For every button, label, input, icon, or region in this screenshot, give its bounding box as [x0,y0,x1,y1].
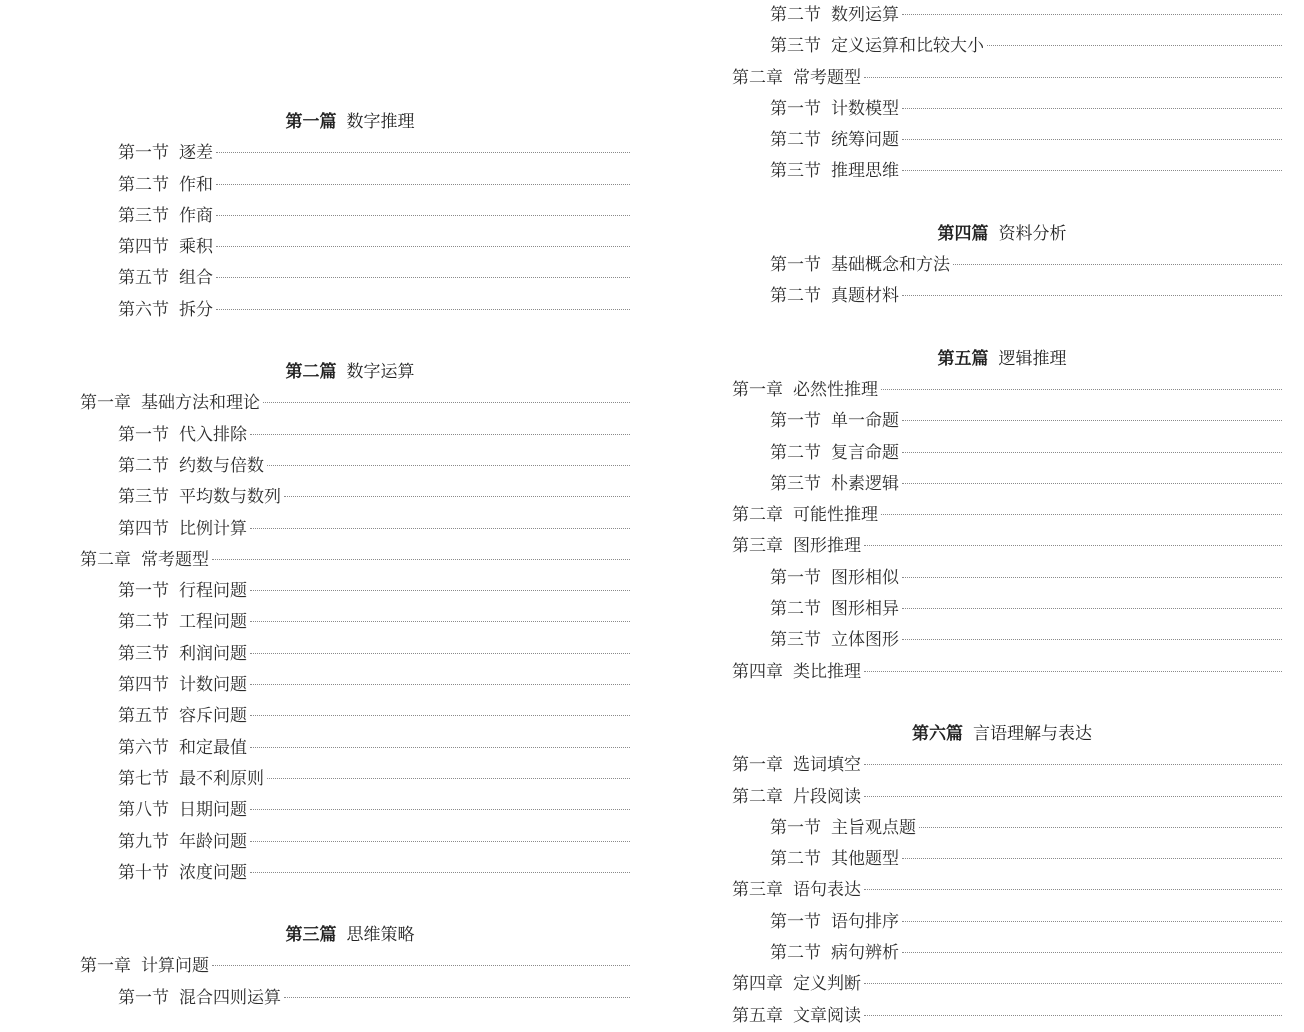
section-number: 第三节 [770,630,821,651]
chapter-title: 常考题型 [141,549,209,570]
dot-leader [864,983,1282,984]
section-title: 拆分 [179,299,213,320]
toc-chapter-entry[interactable] [722,531,1282,562]
section-number: 第二节 [770,943,821,964]
section-title: 基础概念和方法 [831,255,950,276]
part-heading: 数字推理 [346,112,415,132]
section-title: 单一命题 [831,411,899,432]
toc-section-entry[interactable] [70,201,630,232]
section-title: 朴素逻辑 [831,473,899,494]
part-number: 第四篇 [937,223,989,244]
part-title [722,344,1282,375]
dot-leader [987,45,1282,46]
section-number: 第一节 [770,911,821,932]
dot-leader [216,215,630,216]
toc-chapter-entry[interactable] [722,375,1282,406]
spacer [722,313,1282,344]
section-title: 定义运算和比较大小 [831,36,984,57]
dot-leader [263,402,630,403]
toc-section-entry[interactable] [70,263,630,294]
spacer [70,889,630,920]
chapter-number: 第二章 [732,786,783,807]
dot-leader [902,577,1282,578]
section-title: 语句排序 [831,911,899,932]
toc-section-entry[interactable] [70,451,630,482]
section-title: 日期问题 [179,800,247,821]
dot-leader [864,1015,1282,1016]
chapter-number: 第一章 [732,379,783,400]
dot-leader [881,514,1282,515]
dot-leader [267,465,630,466]
section-title: 和定最值 [179,737,247,758]
toc-section-entry[interactable] [70,639,630,670]
toc-section-entry[interactable] [70,670,630,701]
chapter-number: 第五章 [732,1005,783,1026]
chapter-number: 第二章 [732,505,783,526]
spacer [722,188,1282,219]
section-title: 计数模型 [831,98,899,119]
toc-section-entry[interactable] [722,94,1282,125]
toc-section-entry[interactable] [722,31,1282,62]
toc-chapter-entry[interactable] [722,500,1282,531]
section-title: 工程问题 [179,612,247,633]
dot-leader [250,684,630,685]
part-number: 第三篇 [285,925,337,946]
toc-section-entry[interactable] [70,420,630,451]
dot-leader [902,452,1282,453]
section-number: 第八节 [118,800,169,821]
toc-section-entry[interactable] [70,795,630,826]
dot-leader [216,277,630,278]
dot-leader [902,108,1282,109]
toc-section-entry[interactable] [722,438,1282,469]
toc-section-entry[interactable] [722,125,1282,156]
section-title: 年龄问题 [179,831,247,852]
toc-section-entry[interactable] [722,281,1282,312]
section-number: 第一节 [118,987,169,1008]
section-number: 第三节 [118,205,169,226]
dot-leader [250,528,630,529]
section-number: 第九节 [118,831,169,852]
part-heading: 思维策略 [346,925,415,946]
section-title: 作和 [179,174,213,195]
section-title: 主旨观点题 [831,817,916,838]
toc-chapter-entry[interactable] [70,545,630,576]
dot-leader [919,827,1282,828]
dot-leader [250,653,630,654]
dot-leader [864,545,1282,546]
section-title: 逐差 [179,143,213,164]
part-title [722,719,1282,750]
section-title: 其他题型 [831,849,899,870]
section-number: 第一节 [770,255,821,276]
dot-leader [250,747,630,748]
section-number: 第二节 [118,174,169,195]
section-number: 第六节 [118,737,169,758]
part-number: 第六篇 [912,723,963,744]
section-number: 第五节 [118,706,169,727]
chapter-title: 语句表达 [793,880,861,901]
chapter-title: 可能性推理 [793,505,878,526]
toc-chapter-entry[interactable] [722,875,1282,906]
dot-leader [250,621,630,622]
dot-leader [212,965,630,966]
section-title: 统筹问题 [831,130,899,151]
section-title: 图形相异 [831,599,899,620]
toc-section-entry[interactable] [70,514,630,545]
section-title: 容斥问题 [179,706,247,727]
section-title: 计数问题 [179,675,247,696]
dot-leader [902,295,1282,296]
toc-section-entry[interactable] [70,138,630,169]
chapter-number: 第四章 [732,974,783,995]
dot-leader [250,434,630,435]
toc-section-entry[interactable] [70,858,630,889]
dot-leader [864,764,1282,765]
section-number: 第四节 [118,237,169,258]
section-number: 第二节 [770,442,821,463]
section-number: 第一节 [118,424,169,445]
toc-section-entry[interactable] [70,983,630,1014]
toc-section-entry[interactable] [70,232,630,263]
section-title: 图形相似 [831,567,899,588]
dot-leader [864,77,1282,78]
chapter-title: 类比推理 [793,661,861,682]
dot-leader [902,858,1282,859]
section-number: 第三节 [770,36,821,57]
chapter-number: 第三章 [732,880,783,901]
toc-section-entry[interactable] [70,733,630,764]
toc-section-entry[interactable] [722,844,1282,875]
dot-leader [902,170,1282,171]
dot-leader [953,264,1282,265]
section-number: 第一节 [770,98,821,119]
toc-chapter-entry[interactable] [722,657,1282,688]
dot-leader [250,590,630,591]
section-number: 第四节 [118,518,169,539]
section-title: 行程问题 [179,581,247,602]
spacer [70,0,630,107]
chapter-number: 第二章 [732,67,783,88]
dot-leader [250,872,630,873]
chapter-title: 图形推理 [793,536,861,557]
part-title [70,920,630,951]
dot-leader [216,184,630,185]
section-title: 利润问题 [179,643,247,664]
dot-leader [902,639,1282,640]
section-title: 比例计算 [179,518,247,539]
toc-chapter-entry[interactable] [722,969,1282,1000]
dot-leader [216,309,630,310]
section-number: 第一节 [770,411,821,432]
section-title: 立体图形 [831,630,899,651]
section-title: 推理思维 [831,161,899,182]
section-number: 第三节 [118,487,169,508]
chapter-title: 定义判断 [793,974,861,995]
part-heading: 逻辑推理 [998,348,1067,369]
chapter-number: 第四章 [732,661,783,682]
dot-leader [864,889,1282,890]
dot-leader [881,389,1282,390]
toc-section-entry[interactable] [722,406,1282,437]
toc-chapter-entry[interactable] [70,388,630,419]
part-heading: 数字运算 [346,362,415,383]
section-number: 第二节 [118,612,169,633]
dot-leader [216,152,630,153]
toc-chapter-entry[interactable] [70,951,630,982]
dot-leader [902,14,1282,15]
section-title: 真题材料 [831,286,899,307]
dot-leader [250,715,630,716]
toc-section-entry[interactable] [70,701,630,732]
section-number: 第三节 [770,161,821,182]
toc-section-entry[interactable] [722,594,1282,625]
dot-leader [902,139,1282,140]
toc-chapter-entry[interactable] [722,1001,1282,1032]
toc-section-entry[interactable] [722,563,1282,594]
toc-section-entry[interactable] [70,764,630,795]
section-title: 代入排除 [179,424,247,445]
toc-section-entry[interactable] [70,607,630,638]
section-number: 第一节 [770,817,821,838]
section-title: 组合 [179,268,213,289]
part-title [70,107,630,138]
chapter-title: 计算问题 [141,956,209,977]
chapter-number: 第一章 [80,393,131,414]
dot-leader [902,952,1282,953]
dot-leader [284,997,630,998]
section-number: 第三节 [118,643,169,664]
section-title: 乘积 [179,237,213,258]
section-number: 第五节 [118,268,169,289]
toc-section-entry[interactable] [722,813,1282,844]
dot-leader [902,608,1282,609]
section-title: 最不利原则 [179,768,264,789]
section-number: 第一节 [118,143,169,164]
dot-leader [267,778,630,779]
section-number: 第二节 [770,286,821,307]
section-title: 平均数与数列 [179,487,281,508]
section-title: 作商 [179,205,213,226]
chapter-title: 片段阅读 [793,786,861,807]
toc-section-entry[interactable] [70,170,630,201]
toc-chapter-entry[interactable] [722,63,1282,94]
dot-leader [902,921,1282,922]
section-number: 第二节 [770,849,821,870]
section-title: 病句辨析 [831,943,899,964]
section-number: 第十节 [118,862,169,883]
section-title: 浓度问题 [179,862,247,883]
chapter-title: 基础方法和理论 [141,393,260,414]
dot-leader [212,559,630,560]
section-number: 第四节 [118,675,169,696]
section-number: 第六节 [118,299,169,320]
dot-leader [250,841,630,842]
toc-column-right [722,0,1282,1032]
section-number: 第一节 [770,567,821,588]
toc-section-entry[interactable] [722,907,1282,938]
toc-section-entry[interactable] [70,482,630,513]
section-number: 第二节 [770,599,821,620]
part-number: 第一篇 [285,112,337,132]
dot-leader [250,809,630,810]
section-title: 数列运算 [831,5,899,25]
section-number: 第七节 [118,768,169,789]
part-title [722,219,1282,250]
toc-chapter-entry[interactable] [722,782,1282,813]
toc-column-left [70,0,630,1014]
toc-section-entry[interactable] [722,625,1282,656]
part-number: 第二篇 [285,362,337,383]
dot-leader [902,483,1282,484]
chapter-number: 第一章 [732,755,783,776]
part-title [70,357,630,388]
dot-leader [864,671,1282,672]
dot-leader [216,246,630,247]
chapter-title: 必然性推理 [793,379,878,400]
chapter-title: 文章阅读 [793,1005,861,1026]
section-title: 复言命题 [831,442,899,463]
toc-section-entry[interactable] [722,469,1282,500]
part-heading: 言语理解与表达 [973,723,1092,744]
chapter-number: 第二章 [80,549,131,570]
dot-leader [902,420,1282,421]
section-number: 第一节 [118,581,169,602]
toc-section-entry[interactable] [722,250,1282,281]
section-title: 约数与倍数 [179,455,264,476]
toc-section-entry[interactable] [722,938,1282,969]
toc-section-entry[interactable] [70,295,630,326]
chapter-title: 选词填空 [793,755,861,776]
dot-leader [864,796,1282,797]
chapter-title: 常考题型 [793,67,861,88]
toc-chapter-entry[interactable] [722,750,1282,781]
spacer [70,326,630,357]
section-number: 第二节 [770,5,821,25]
toc-section-entry[interactable] [70,576,630,607]
chapter-number: 第三章 [732,536,783,557]
part-heading: 资料分析 [998,223,1067,244]
dot-leader [284,496,630,497]
section-number: 第二节 [118,455,169,476]
part-number: 第五篇 [937,348,989,369]
toc-section-entry[interactable] [722,156,1282,187]
toc-section-entry[interactable] [722,0,1282,31]
spacer [722,688,1282,719]
section-title: 混合四则运算 [179,987,281,1008]
toc-section-entry[interactable] [70,827,630,858]
section-number: 第二节 [770,130,821,151]
section-number: 第三节 [770,473,821,494]
chapter-number: 第一章 [80,956,131,977]
